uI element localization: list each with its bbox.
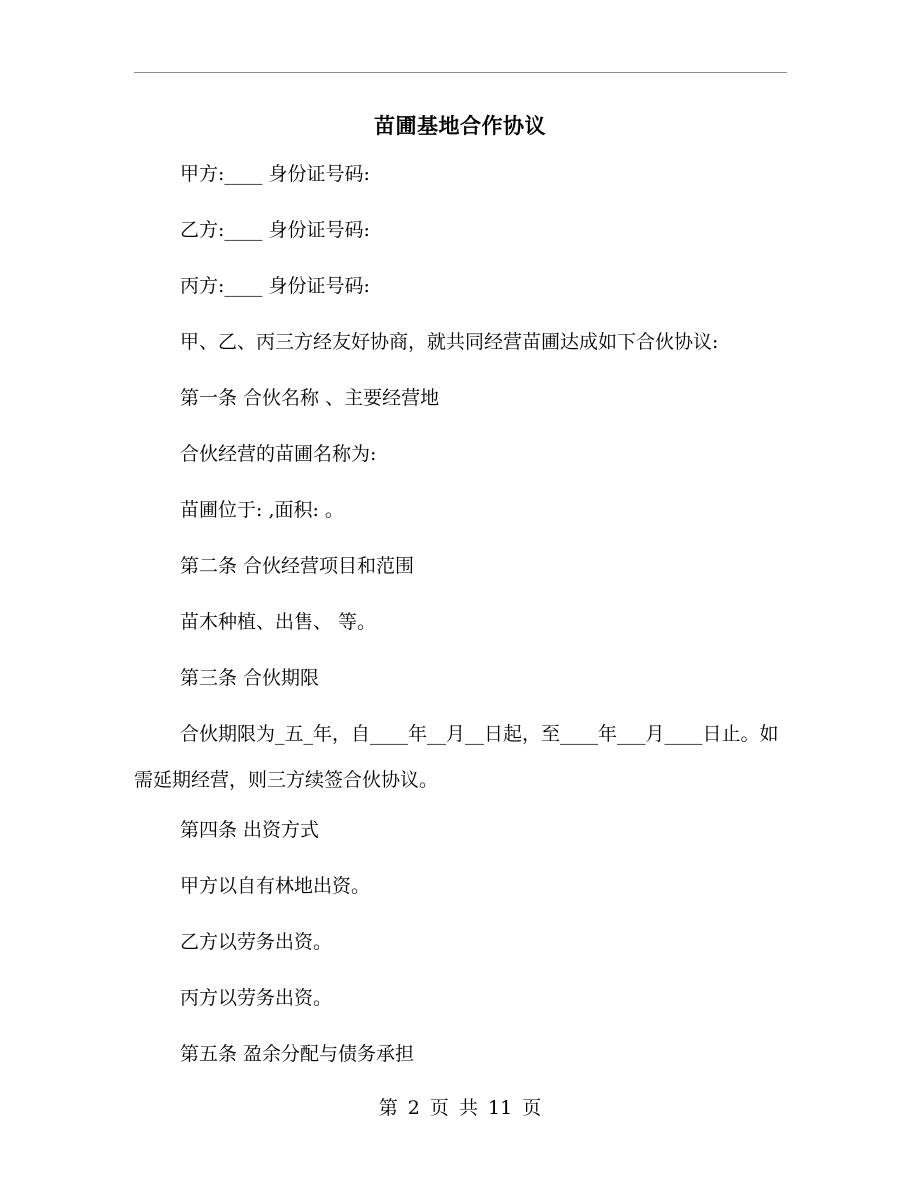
article-1-heading: 第一条 合伙名称 、主要经营地 bbox=[180, 387, 440, 409]
paragraph: 乙方以劳务出资。 bbox=[180, 931, 333, 953]
article-3-heading: 第三条 合伙期限 bbox=[180, 667, 320, 689]
document-title: 苗圃基地合作协议 bbox=[374, 113, 546, 138]
term-paragraph: 合伙期限为_五_年，自____年__月__日起，至____年___月____日止。如需延期经营，则三方续签合伙协议。 bbox=[134, 723, 779, 791]
paragraph: 丙方以劳务出资。 bbox=[180, 987, 333, 1009]
paragraph: 甲方以自有林地出资。 bbox=[180, 875, 371, 897]
party-c-line: 丙方:____ 身份证号码: bbox=[180, 275, 370, 297]
article-5-heading: 第五条 盈余分配与债务承担 bbox=[180, 1043, 415, 1065]
paragraph: 苗圃位于: ,面积: 。 bbox=[180, 499, 344, 521]
header-rule bbox=[134, 72, 787, 73]
party-a-line: 甲方:____ 身份证号码: bbox=[180, 163, 370, 185]
article-4-heading: 第四条 出资方式 bbox=[180, 819, 320, 841]
page-number: 第 2 页 共 11 页 bbox=[378, 1097, 542, 1119]
party-b-line: 乙方:____ 身份证号码: bbox=[180, 219, 370, 241]
article-2-heading: 第二条 合伙经营项目和范围 bbox=[180, 555, 415, 577]
preamble-paragraph: 甲、乙、丙三方经友好协商，就共同经营苗圃达成如下合伙协议: bbox=[180, 331, 719, 353]
paragraph: 苗木种植、出售、 等。 bbox=[180, 611, 377, 633]
paragraph: 合伙经营的苗圃名称为: bbox=[180, 443, 377, 465]
